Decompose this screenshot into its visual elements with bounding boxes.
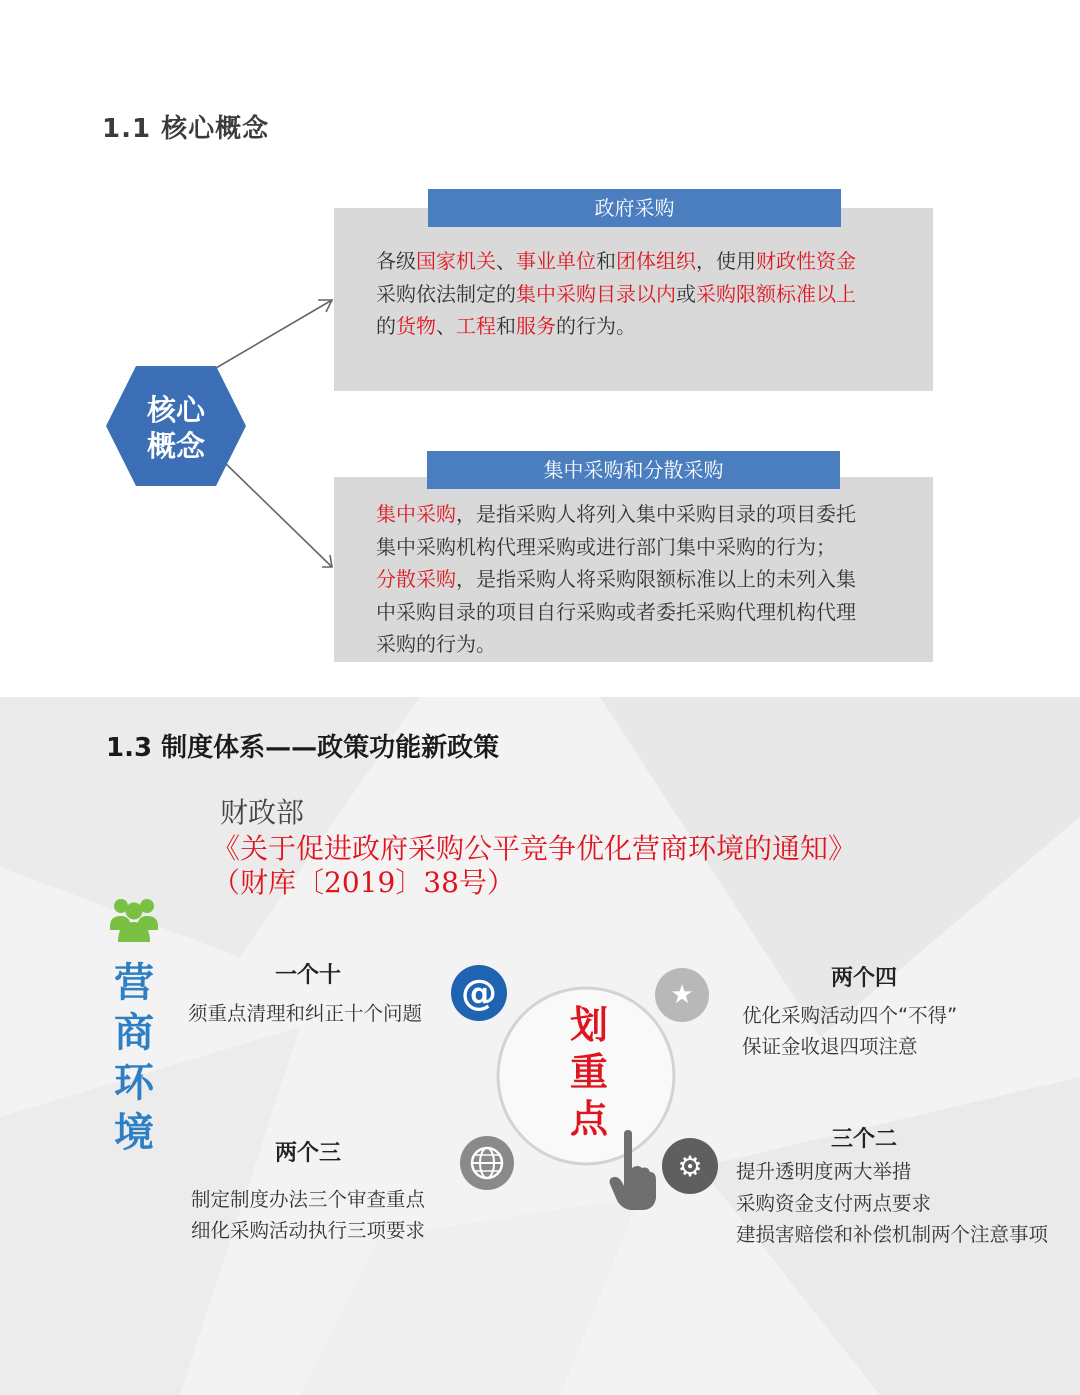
- centralized-decentralized-definition: [376, 498, 916, 661]
- highlighted-term: 分散采购: [376, 567, 456, 591]
- text-segment: 、: [436, 314, 456, 338]
- key-char-1: 划: [569, 1003, 608, 1047]
- vertical-label-char-1: 营: [114, 960, 154, 1006]
- item-two-four-line-1: 优化采购活动四个“不得”: [742, 1004, 958, 1027]
- highlighted-term: 服务: [516, 314, 556, 338]
- item-three-two-line-1: 提升透明度两大举措: [736, 1160, 912, 1183]
- text-segment: 的: [376, 314, 396, 338]
- section-title-core-concepts: 1.1 核心概念: [102, 114, 270, 144]
- at-sign-icon: @: [451, 965, 507, 1021]
- key-char-2: 重: [569, 1050, 608, 1094]
- text-segment: 采购依法制定的: [376, 281, 516, 306]
- item-two-three-heading: 两个三: [274, 1141, 341, 1166]
- highlighted-term: 集中采购目录以内: [516, 281, 676, 306]
- star-icon: ★: [655, 968, 709, 1022]
- text-segment: ，是指采购人将采购限额标准以上的未列入集: [456, 567, 856, 591]
- government-procurement-definition-line-2: [376, 278, 916, 311]
- centralized-decentralized-definition-line-5: [376, 628, 916, 661]
- centralized-decentralized-definition-line-3: [376, 563, 916, 596]
- text-segment: 中采购目录的项目自行采购或者委托采购代理机构代理: [376, 599, 856, 624]
- text-segment: 采购的行为。: [376, 632, 496, 656]
- notice-issuer: 财政部: [220, 796, 305, 829]
- core-concept-hexagon: [106, 366, 246, 486]
- hexagon-label-line1: 核心: [146, 393, 205, 427]
- item-two-four-line-2: 保证金收退四项注意: [742, 1035, 918, 1058]
- text-segment: 或: [676, 281, 696, 306]
- globe-icon: [460, 1136, 514, 1190]
- text-segment: ，使用: [696, 249, 756, 273]
- key-char-3: 点: [569, 1097, 608, 1141]
- government-procurement-definition-line-1: [376, 245, 916, 278]
- gears-icon: ⚙: [662, 1138, 718, 1194]
- text-segment: 和: [596, 249, 616, 273]
- highlighted-term: 事业单位: [516, 249, 596, 273]
- highlighted-term: 集中采购: [376, 502, 456, 526]
- text-segment: 和: [496, 314, 516, 338]
- centralized-decentralized-definition-line-1: [376, 498, 916, 531]
- highlighted-term: 工程: [456, 314, 496, 338]
- centralized-decentralized-definition-line-2: [376, 531, 916, 564]
- highlighted-term: 国家机关: [416, 249, 496, 273]
- center-key-points: [559, 1002, 619, 1143]
- text-segment: 集中采购机构代理采购或进行部门集中采购的行为；: [376, 534, 836, 559]
- government-procurement-heading: 政府采购: [428, 189, 841, 227]
- item-two-four-heading: 两个四: [830, 966, 897, 991]
- item-three-two-line-3: 建损害赔偿和补偿机制两个注意事项: [736, 1223, 1049, 1246]
- centralized-decentralized-heading: 集中采购和分散采购: [427, 451, 840, 489]
- text-segment: ，是指采购人将列入集中采购目录的项目委托: [456, 502, 856, 526]
- notice-title: 《关于促进政府采购公平竞争优化营商环境的通知》: [212, 832, 857, 865]
- item-one-ten-heading: 一个十: [274, 963, 341, 988]
- text-segment: 各级: [376, 249, 416, 273]
- government-procurement-definition: [376, 245, 916, 343]
- item-two-three-line-1: 制定制度办法三个审查重点: [191, 1188, 426, 1211]
- vertical-label-char-3: 环: [114, 1060, 154, 1106]
- item-two-three-line-2: 细化采购活动执行三项要求: [191, 1219, 426, 1242]
- vertical-label-char-2: 商: [114, 1010, 154, 1056]
- vertical-label-char-4: 境: [114, 1110, 154, 1156]
- people-group-icon: [108, 896, 160, 944]
- notice-number: （财库〔2019〕38号）: [212, 866, 515, 899]
- item-three-two-line-2: 采购资金支付两点要求: [736, 1192, 932, 1215]
- text-segment: 的行为。: [556, 314, 636, 338]
- text-segment: 、: [496, 249, 516, 273]
- centralized-decentralized-definition-line-4: [376, 596, 916, 629]
- highlighted-term: 财政性资金: [756, 249, 856, 273]
- government-procurement-definition-line-3: [376, 310, 916, 343]
- pointing-hand-icon: [606, 1128, 662, 1214]
- highlighted-term: 采购限额标准以上: [696, 281, 856, 306]
- highlighted-term: 团体组织: [616, 249, 696, 273]
- highlighted-term: 货物: [396, 314, 436, 338]
- item-three-two-heading: 三个二: [830, 1127, 897, 1152]
- item-one-ten-line-1: 须重点清理和纠正十个问题: [188, 1002, 423, 1025]
- hexagon-label-line2: 概念: [146, 429, 205, 463]
- section-title-policy: 1.3 制度体系——政策功能新政策: [106, 733, 500, 763]
